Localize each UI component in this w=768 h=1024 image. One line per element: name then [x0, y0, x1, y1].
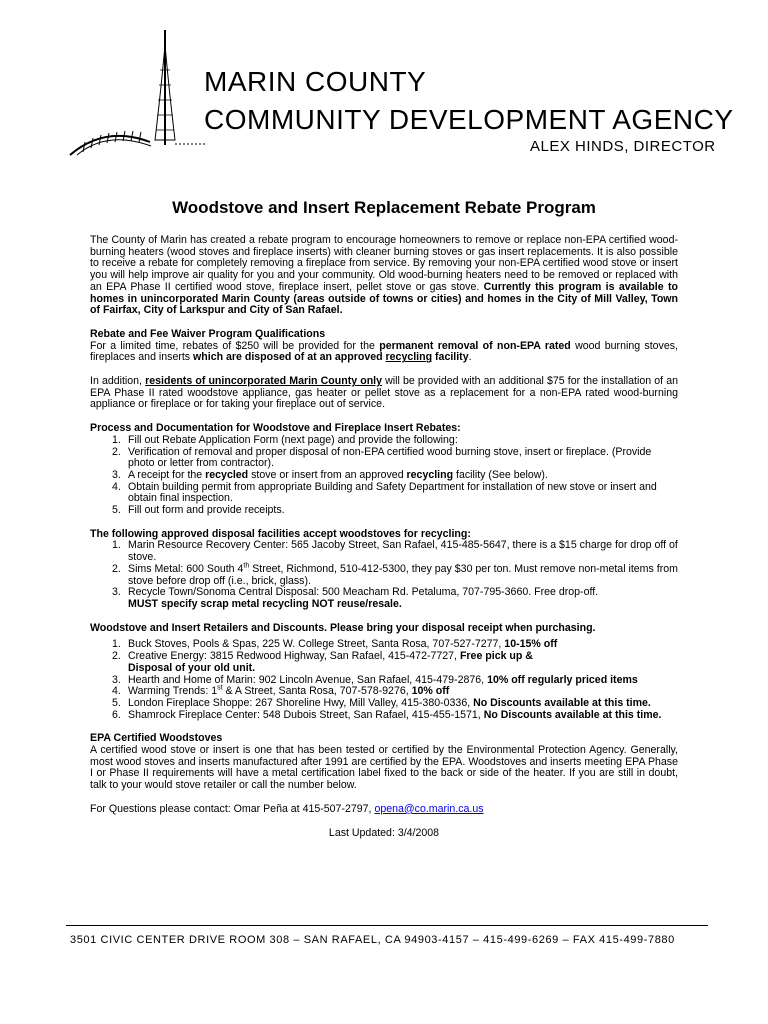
retailers-heading: Woodstove and Insert Retailers and Discounts. Please bring your disposal receipt when purchasing.: [90, 621, 596, 634]
disposal-item: 2. Sims Metal: 600 South 4th Street, Richmond, 510-412-5300, they pay $30 per ton. Must remove non-metal items from stove before drop off (i.e., brick, glass).: [112, 562, 678, 587]
retailer-item: 3. Hearth and Home of Marin: 902 Lincoln Avenue, San Rafael, 415-479-2876, 10% off regularly priced items: [112, 673, 638, 686]
epa-paragraph: A certified wood stove or insert is one that has been tested or certified by the Environmental Protection Agency. Generally, most wood stoves and inserts manufactured after 1991 are certified by the EPA. Woodstoves and inserts meeting EPA Phase I or Phase II requirements will have a metal certification label fixed to the back or side of the heater. If you are still in doubt, talk to your would stove retailer or call the number below.: [90, 744, 678, 792]
civic-center-logo-icon: [65, 30, 205, 160]
footer-address: 3501 CIVIC CENTER DRIVE ROOM 308 – SAN RAFAEL, CA 94903-4157 – 415-499-6269 – FAX 415-499-7880: [70, 934, 675, 946]
footer-divider: [66, 925, 708, 926]
process-item: 3. A receipt for the recycled stove or insert from an approved recycling facility (See below).: [112, 468, 548, 481]
process-item: 1. Fill out Rebate Application Form (next page) and provide the following:: [112, 433, 458, 446]
contact-line: For Questions please contact: Omar Peña at 415-507-2797, opena@co.marin.ca.us: [90, 802, 484, 815]
intro-paragraph: The County of Marin has created a rebate program to encourage homeowners to remove or replace non-EPA certified wood-burning heaters (wood stoves and fireplace inserts) with cleaner burning stoves or gas insert replacements. It is also possible to receive a rebate for completely removing a fireplace from service. By removing your non-EPA certified wood stove or insert you will help improve air quality for you and your community. Old wood-burning heaters need to be removed or replaced with an EPA Phase II certified wood stove, fireplace insert, pellet stove or gas stove. Currently this program is available to homes in unincorporated Marin County (areas outside of towns or cities) and homes in the City of Mill Valley, Town of Fairfax, City of Larkspur and City of San Rafael.: [90, 234, 678, 317]
qualifications-paragraph-2: In addition, residents of unincorporated Marin County only will be provided with an additional $75 for the installation of an EPA Phase II rated woodstove appliance, gas heater or pellet stove as a replacement for a non-EPA rated wood-burning appliance or fireplace or for taking your fireplace out of service.: [90, 375, 678, 411]
disposal-list: [90, 540, 678, 610]
director-name: ALEX HINDS, DIRECTOR: [530, 138, 716, 155]
process-item: 4. Obtain building permit from appropriate Building and Safety Department for installation of new stove or insert and obtain final inspection.: [112, 480, 657, 505]
retailer-item: 5. London Fireplace Shoppe: 267 Shoreline Hwy, Mill Valley, 415-380-0336, No Discounts available at this time.: [112, 696, 651, 709]
disposal-heading: The following approved disposal facilities accept woodstoves for recycling:: [90, 527, 471, 540]
document-body: [90, 235, 678, 839]
org-name-line1: MARIN COUNTY: [204, 66, 427, 97]
last-updated: Last Updated: 3/4/2008: [328, 826, 440, 839]
disposal-item: 1. Marin Resource Recovery Center: 565 Jacoby Street, San Rafael, 415-485-5647, there is a $15 charge for drop off of stove.: [112, 539, 678, 564]
contact-email-link[interactable]: opena@co.marin.ca.us: [374, 802, 484, 815]
process-list: [90, 435, 678, 517]
process-item: 5. Fill out form and provide receipts.: [112, 504, 285, 517]
retailer-item: 4. Warming Trends: 1st & A Street, Santa Rosa, 707-578-9276, 10% off: [112, 684, 450, 698]
process-item: 2. Verification of removal and proper disposal of non-EPA certified wood burning stove, insert or fireplace. (Provide photo or letter from contractor).: [112, 445, 652, 470]
qualifications-paragraph-1: For a limited time, rebates of $250 will be provided for the permanent removal of non-EPA rated wood burning stoves, fireplaces and inserts which are disposed of at an approved recycling facility.: [90, 339, 678, 364]
disposal-item: 3. Recycle Town/Sonoma Central Disposal: 500 Meacham Rd. Petaluma, 707-795-3660. Free drop-off. MUST specify scrap metal recycling NOT reuse/resale.: [112, 586, 599, 610]
epa-heading: EPA Certified Woodstoves: [90, 732, 223, 745]
retailer-item: 6. Shamrock Fireplace Center: 548 Dubois Street, San Rafael, 415-455-1571, No Discounts available at this time.: [112, 708, 662, 721]
qualifications-heading: Rebate and Fee Waiver Program Qualifications: [90, 327, 326, 340]
retailer-item: 2. Creative Energy: 3815 Redwood Highway, San Rafael, 415-472-7727, Free pick up & Disposal of your old unit.: [112, 650, 533, 674]
org-name-line2: COMMUNITY DEVELOPMENT AGENCY: [204, 104, 734, 135]
process-heading: Process and Documentation for Woodstove and Fireplace Insert Rebates:: [90, 422, 461, 435]
page-title: Woodstove and Insert Replacement Rebate Program: [172, 198, 596, 217]
retailers-list: [90, 639, 678, 721]
retailer-item: 1. Buck Stoves, Pools & Spas, 225 W. College Street, Santa Rosa, 707-527-7277, 10-15% off: [112, 638, 558, 651]
